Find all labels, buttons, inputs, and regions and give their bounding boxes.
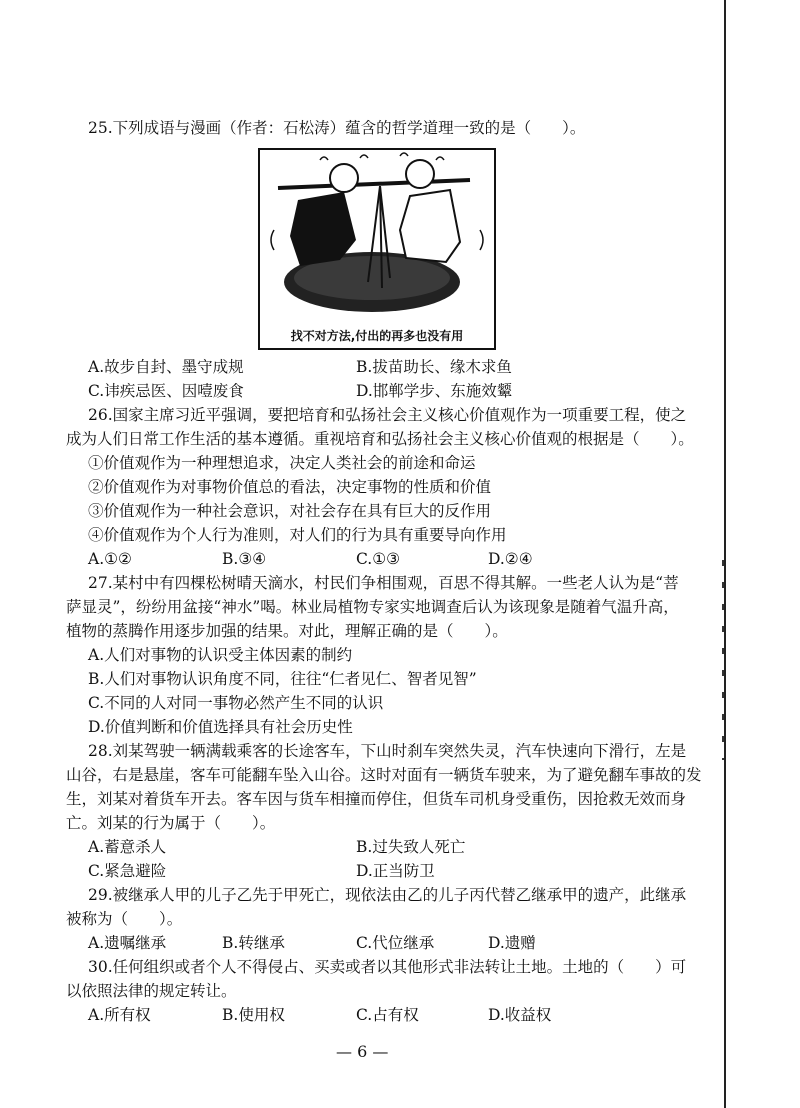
q29-option-c: C.代位继承 bbox=[356, 934, 435, 952]
q30-option-b: B.使用权 bbox=[222, 1006, 285, 1024]
q28-stem-line2: 山谷，右是悬崖，客车可能翻车坠入山谷。这时对面有一辆货车驶来，为了避免翻车事故的发 bbox=[66, 766, 702, 784]
page-number: — 6 — bbox=[336, 1042, 389, 1061]
q26-item-4: ④价值观作为个人行为准则，对人们的行为具有重要导向作用 bbox=[88, 526, 507, 544]
q28-option-c: C.紧急避险 bbox=[88, 862, 167, 880]
q26-option-c: C.①③ bbox=[356, 550, 401, 568]
q26-stem-line2: 成为人们日常工作生活的基本遵循。重视培育和弘扬社会主义核心价值观的根据是（ ）。 bbox=[66, 430, 694, 448]
q28-stem-line3: 生，刘某对着货车开去。客车因与货车相撞而停住，但货车司机身受重伤，因抢救无效而身 bbox=[66, 790, 687, 808]
cartoon-drawing bbox=[260, 150, 494, 326]
q29-option-d: D.遗赠 bbox=[488, 934, 536, 952]
q25-option-d: D.邯郸学步、东施效颦 bbox=[356, 382, 513, 400]
q27-option-d: D.价值判断和价值选择具有社会历史性 bbox=[88, 718, 353, 736]
scan-edge-line bbox=[724, 0, 726, 1108]
q30-stem-line2: 以依照法律的规定转让。 bbox=[66, 982, 237, 1000]
q29-option-b: B.转继承 bbox=[222, 934, 285, 952]
q27-option-b: B.人们对事物认识角度不同，往往“仁者见仁、智者见智” bbox=[88, 670, 477, 688]
q25-option-a: A.故步自封、墨守成规 bbox=[88, 358, 244, 376]
q27-stem-line3: 植物的蒸腾作用逐步加强的结果。对此，理解正确的是（ ）。 bbox=[66, 622, 508, 640]
cartoon-caption: 找不对方法,付出的再多也没有用 bbox=[290, 329, 464, 343]
q27-option-c: C.不同的人对同一事物必然产生不同的认识 bbox=[88, 694, 384, 712]
q28-option-a: A.蓄意杀人 bbox=[88, 838, 167, 856]
q26-option-a: A.①② bbox=[88, 550, 132, 568]
q26-item-2: ②价值观作为对事物价值总的看法，决定事物的性质和价值 bbox=[88, 478, 492, 496]
q30-option-d: D.收益权 bbox=[488, 1006, 552, 1024]
q26-item-3: ③价值观作为一种社会意识，对社会存在具有巨大的反作用 bbox=[88, 502, 492, 520]
q29-option-a: A.遗嘱继承 bbox=[88, 934, 167, 952]
q28-stem-line4: 亡。刘某的行为属于（ ）。 bbox=[66, 814, 276, 832]
cartoon-image bbox=[258, 148, 496, 350]
q30-stem-line1: 30.任何组织或者个人不得侵占、买卖或者以其他形式非法转让土地。土地的（ ）可 bbox=[88, 958, 687, 976]
q27-stem-line2: 萨显灵”，纷纷用盆接“神水”喝。林业局植物专家实地调查后认为该现象是随着气温升高， bbox=[66, 598, 679, 616]
q28-option-d: D.正当防卫 bbox=[356, 862, 435, 880]
q30-option-c: C.占有权 bbox=[356, 1006, 419, 1024]
q28-stem-line1: 28.刘某驾驶一辆满载乘客的长途客车，下山时刹车突然失灵，汽车快速向下滑行，左是 bbox=[88, 742, 687, 760]
binding-marks bbox=[722, 560, 724, 760]
q28-option-b: B.过失致人死亡 bbox=[356, 838, 466, 856]
q25-option-b: B.拔苗助长、缘木求鱼 bbox=[356, 358, 512, 376]
q26-option-d: D.②④ bbox=[488, 550, 533, 568]
q26-item-1: ①价值观作为一种理想追求，决定人类社会的前途和命运 bbox=[88, 454, 476, 472]
q29-stem-line2: 被称为（ ）。 bbox=[66, 910, 183, 928]
q30-option-a: A.所有权 bbox=[88, 1006, 151, 1024]
q27-option-a: A.人们对事物的认识受主体因素的制约 bbox=[88, 646, 353, 664]
q25-stem: 25.下列成语与漫画（作者：石松涛）蕴含的哲学道理一致的是（ ）。 bbox=[88, 119, 586, 137]
q29-stem-line1: 29.被继承人甲的儿子乙先于甲死亡，现依法由乙的儿子丙代替乙继承甲的遗产，此继承 bbox=[88, 886, 687, 904]
q26-option-b: B.③④ bbox=[222, 550, 267, 568]
q25-option-c: C.讳疾忌医、因噎废食 bbox=[88, 382, 244, 400]
q27-stem-line1: 27.某村中有四棵松树晴天滴水，村民们争相围观，百思不得其解。一些老人认为是“菩 bbox=[88, 574, 679, 592]
q26-stem-line1: 26.国家主席习近平强调，要把培育和弘扬社会主义核心价值观作为一项重要工程，使之 bbox=[88, 406, 687, 424]
